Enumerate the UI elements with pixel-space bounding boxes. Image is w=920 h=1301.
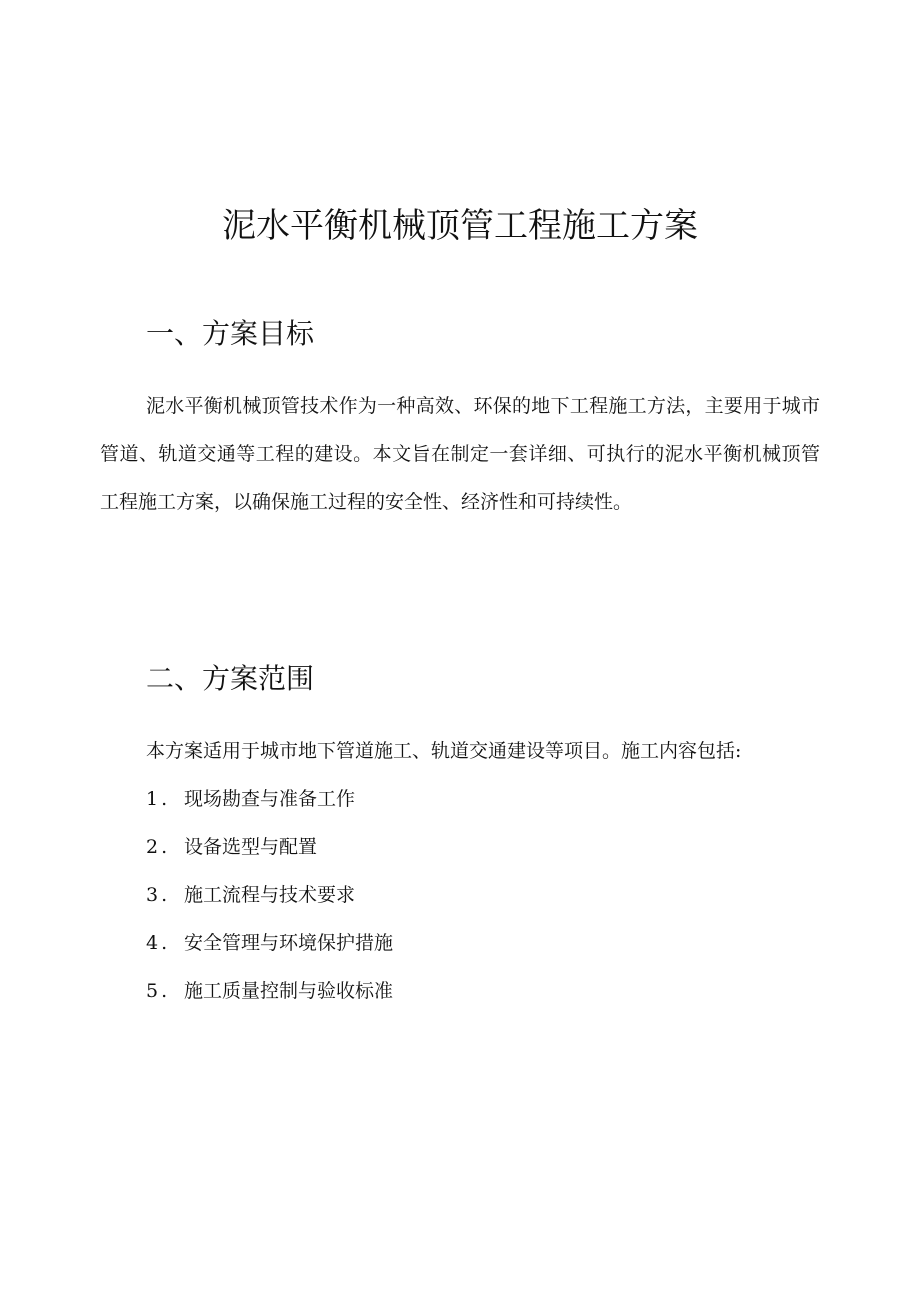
list-item-number: 1. xyxy=(146,788,171,810)
list-item-number: 5. xyxy=(146,980,171,1002)
list-item xyxy=(146,967,393,1015)
list-item-text: 安全管理与环境保护措施 xyxy=(184,932,394,954)
list-item-text: 施工流程与技术要求 xyxy=(184,884,356,906)
list-item xyxy=(146,919,393,967)
section-heading-objective: 一、方案目标 xyxy=(146,317,315,351)
section-heading-scope: 二、方案范围 xyxy=(146,662,315,696)
scope-list xyxy=(146,775,393,1015)
list-item xyxy=(146,775,393,823)
document-title: 泥水平衡机械顶管工程施工方案 xyxy=(222,205,698,246)
list-item-text: 设备选型与配置 xyxy=(184,836,318,858)
list-item-number: 3. xyxy=(146,884,171,906)
list-item-text: 施工质量控制与验收标准 xyxy=(184,980,394,1002)
list-item xyxy=(146,871,393,919)
list-item-number: 2. xyxy=(146,836,171,858)
list-item xyxy=(146,823,393,871)
list-item-text: 现场勘查与准备工作 xyxy=(184,788,356,810)
list-item-number: 4. xyxy=(146,932,171,954)
scope-intro-text: 本方案适用于城市地下管道施工、轨道交通建设等项目。施工内容包括: xyxy=(146,740,742,762)
objective-paragraph: 泥水平衡机械顶管技术作为一种高效、环保的地下工程施工方法，主要用于城市管道、轨道交通等工程的建设。本文旨在制定一套详细、可执行的泥水平衡机械顶管工程施工方案，以确保施工过程的安全性、经济性和可持续性。 xyxy=(100,395,820,513)
